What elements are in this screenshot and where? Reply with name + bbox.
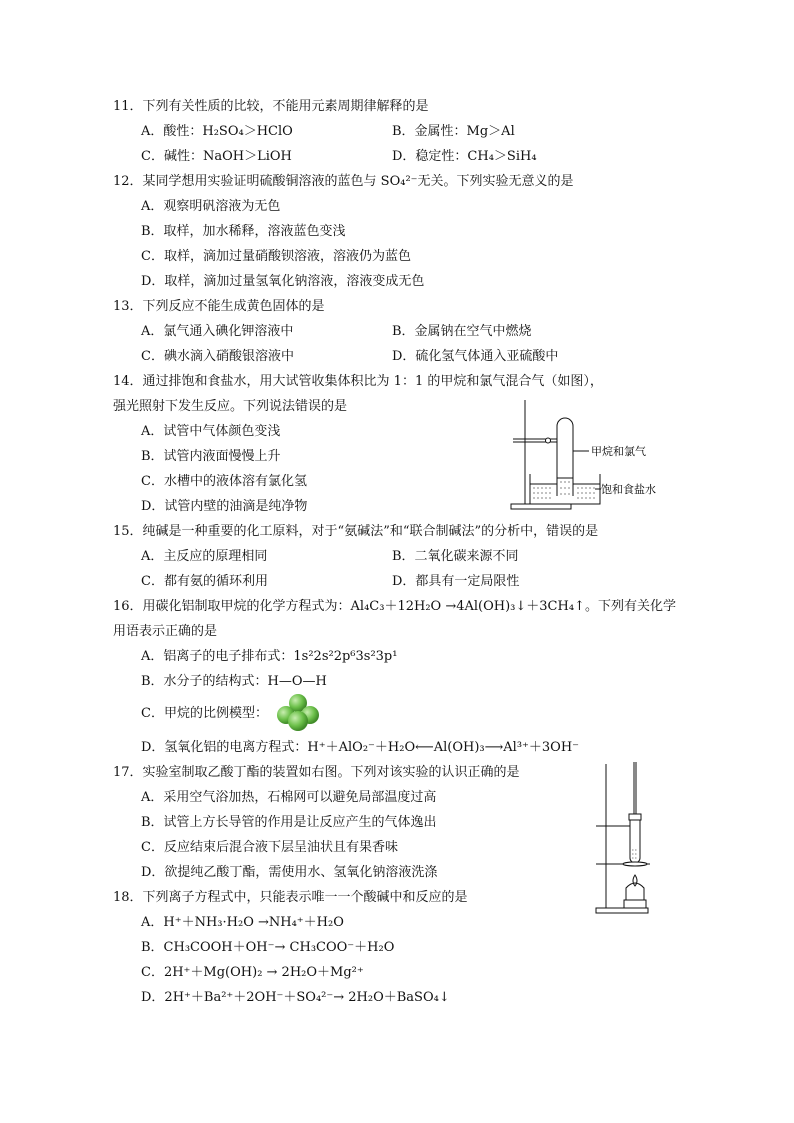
methane-space-filling-model [274, 693, 322, 733]
q18-option-a: A．H⁺＋NH₃·H₂O →NH₄⁺＋H₂O [141, 915, 344, 930]
q18-option-d: D．2H⁺＋Ba²⁺＋2OH⁻＋SO₄²⁻→ 2H₂O＋BaSO₄↓ [141, 990, 450, 1005]
q16-option-c: C．甲烷的比例模型： [141, 706, 268, 721]
q15-option-d: D．都具有一定局限性 [392, 574, 520, 589]
q11-stem: 11．下列有关性质的比较，不能用元素周期律解释的是 [113, 99, 429, 114]
q17-option-d: D．欲提纯乙酸丁酯，需使用水、氢氧化钠溶液洗涤 [141, 865, 438, 880]
q15-option-b: B．二氧化碳来源不同 [392, 549, 519, 564]
q15-option-c: C．都有氨的循环利用 [141, 574, 268, 589]
q13-option-b: B．金属钠在空气中燃烧 [392, 324, 532, 339]
q11-option-b: B．金属性：Mg＞Al [392, 124, 515, 139]
q14-apparatus-figure [505, 396, 665, 514]
q12-option-b: B．取样，加水稀释，溶液蓝色变浅 [141, 224, 346, 239]
q13-stem: 13．下列反应不能生成黄色固体的是 [113, 299, 325, 314]
q16-stem-line1: 16．用碳化铝制取甲烷的化学方程式为：Al₄C₃＋12H₂O →4Al(OH)₃↓＋3CH₄↑。下列有关化学 [113, 599, 676, 614]
q18-stem: 18．下列离子方程式中，只能表示唯一一个酸碱中和反应的是 [113, 890, 468, 905]
q15-stem: 15．纯碱是一种重要的化工原料，对于“氨碱法”和“联合制碱法”的分析中，错误的是 [113, 524, 599, 539]
q18-option-c: C．2H⁺＋Mg(OH)₂ → 2H₂O＋Mg²⁺ [141, 965, 364, 980]
q14-stem-line1: 14．通过排饱和食盐水，用大试管收集体积比为 1：1 的甲烷和氯气混合气（如图）， [113, 374, 603, 389]
q13-option-a: A．氯气通入碘化钾溶液中 [141, 324, 294, 339]
q17-apparatus-figure [592, 760, 672, 916]
q14-option-d: D．试管内壁的油滴是纯净物 [141, 499, 308, 514]
q11-option-a: A．酸性：H₂SO₄＞HClO [141, 124, 293, 139]
q12-option-c: C．取样，滴加过量硝酸钡溶液，溶液仍为蓝色 [141, 249, 411, 264]
q15-option-a: A．主反应的原理相同 [141, 549, 268, 564]
q11-option-d: D．稳定性：CH₄＞SiH₄ [392, 149, 537, 164]
q13-option-d: D．硫化氢气体通入亚硫酸中 [392, 349, 559, 364]
q16-option-d: D．氢氧化铝的电离方程式：H⁺＋AlO₂⁻＋H₂O⟵Al(OH)₃⟶Al³⁺＋3OH⁻ [141, 740, 580, 755]
q12-option-d: D．取样，滴加过量氢氧化钠溶液，溶液变成无色 [141, 274, 425, 289]
q14-option-c: C．水槽中的液体溶有氯化氢 [141, 474, 307, 489]
q12-stem: 12．某同学想用实验证明硫酸铜溶液的蓝色与 SO₄²⁻无关。下列实验无意义的是 [113, 174, 574, 189]
q12-option-a: A．观察明矾溶液为无色 [141, 199, 281, 214]
q17-option-c: C．反应结束后混合液下层呈油状且有果香味 [141, 840, 398, 855]
q17-option-a: A．采用空气浴加热，石棉网可以避免局部温度过高 [141, 790, 437, 805]
q18-option-b: B．CH₃COOH＋OH⁻→ CH₃COO⁻＋H₂O [141, 940, 395, 955]
q16-stem-line2: 用语表示正确的是 [113, 624, 218, 639]
q14-option-b: B．试管内液面慢慢上升 [141, 449, 281, 464]
q13-option-c: C．碘水滴入硝酸银溶液中 [141, 349, 294, 364]
q16-option-a: A．铝离子的电子排布式：1s²2s²2p⁶3s²3p¹ [141, 649, 398, 664]
q17-option-b: B．试管上方长导管的作用是让反应产生的气体逸出 [141, 815, 437, 830]
q11-option-c: C．碱性：NaOH＞LiOH [141, 149, 292, 164]
q14-label-brine: 饱和食盐水 [601, 483, 656, 496]
q16-option-b: B．水分子的结构式：H—O—H [141, 674, 327, 689]
q14-stem-line2: 强光照射下发生反应。下列说法错误的是 [113, 399, 348, 414]
q14-option-a: A．试管中气体颜色变浅 [141, 424, 281, 439]
q14-label-gas: 甲烷和氯气 [591, 445, 646, 458]
q17-stem: 17．实验室制取乙酸丁酯的装置如右图。下列对该实验的认识正确的是 [113, 765, 520, 780]
